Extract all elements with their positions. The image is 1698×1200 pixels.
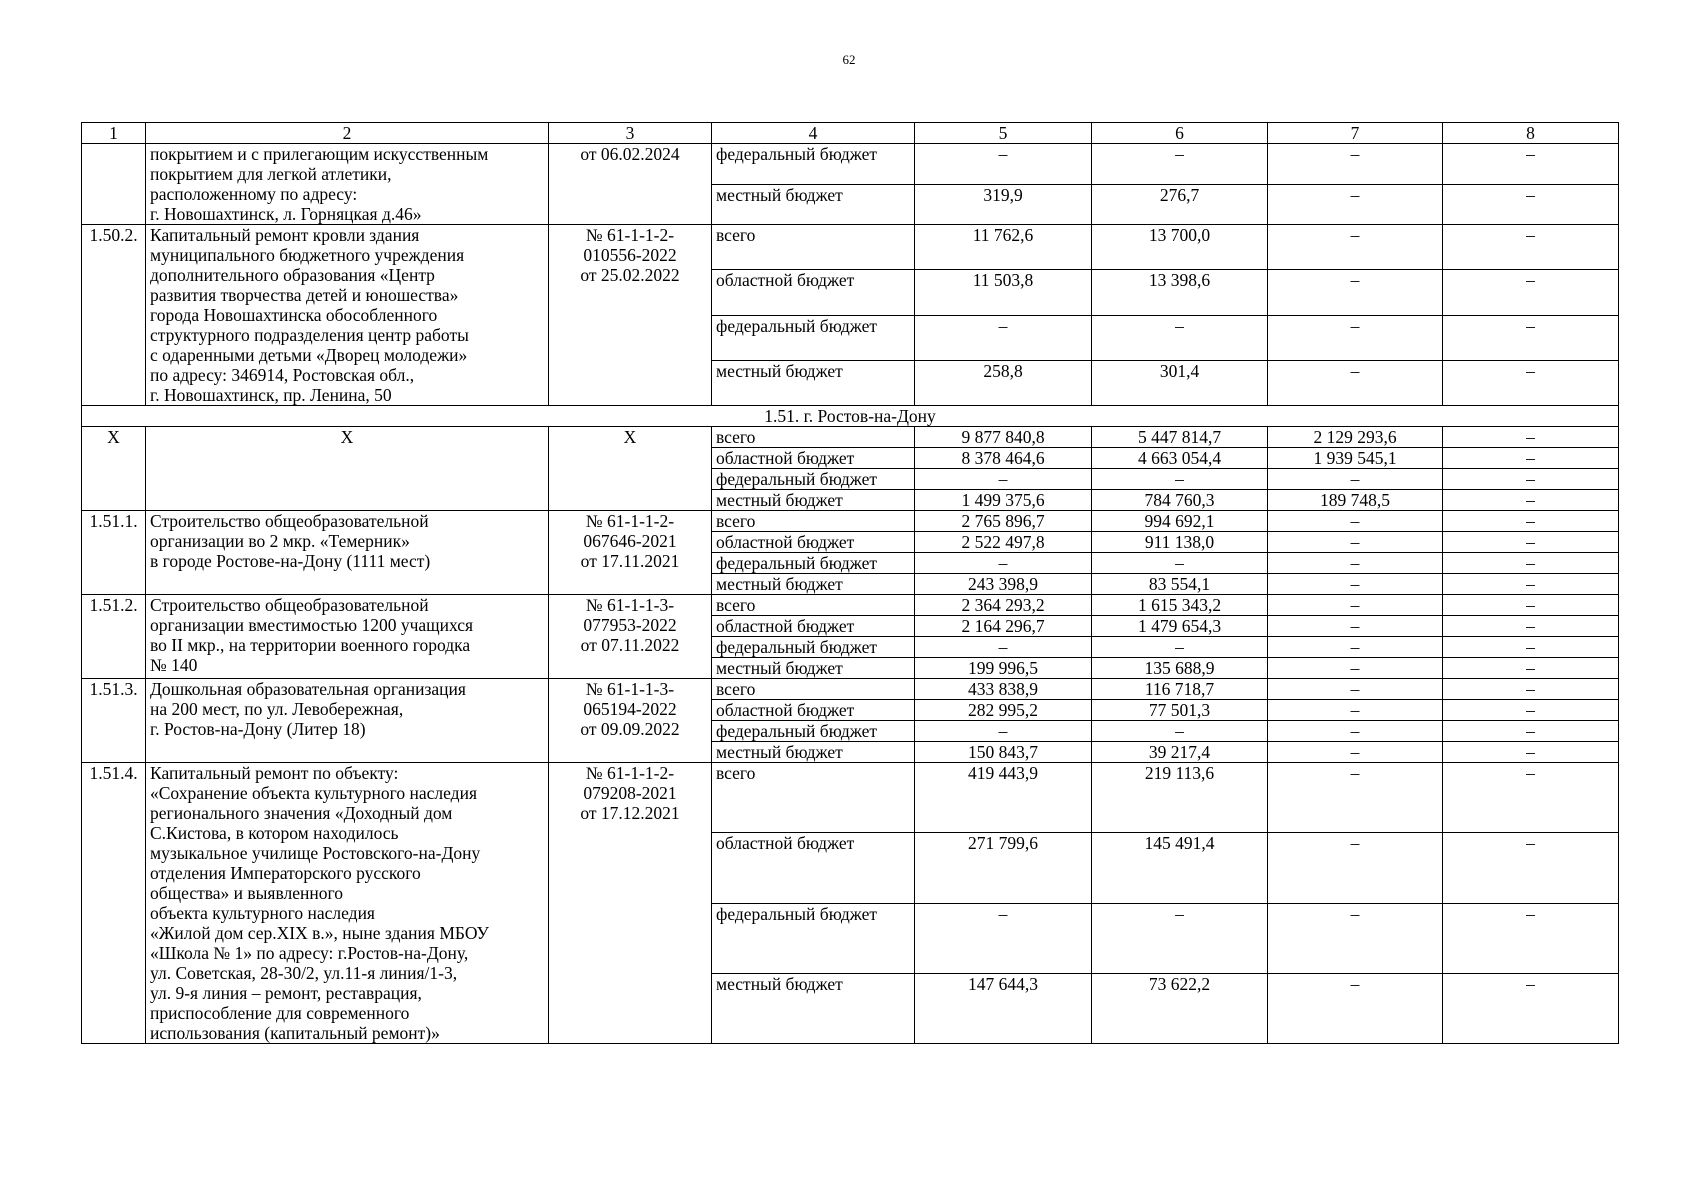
document-number-line: № 61-1-1-2-: [585, 763, 675, 783]
column-number: 4: [712, 123, 915, 144]
amount-c6: 4 663 054,4: [1092, 448, 1268, 469]
object-name-line: С.Кистова, в котором находилось: [150, 823, 399, 843]
amount-c5: 319,9: [915, 184, 1092, 225]
amount-c6: 83 554,1: [1092, 574, 1268, 595]
funding-source: федеральный бюджет: [712, 903, 915, 973]
object-name-line: приспособление для современного: [150, 1003, 410, 1023]
amount-c7: –: [1268, 616, 1443, 637]
amount-c6: –: [1092, 315, 1268, 360]
amount-c7: –: [1268, 700, 1443, 721]
object-name-line: музыкальное училище Ростовского-на-Дону: [150, 843, 481, 863]
amount-c7: –: [1268, 270, 1443, 315]
amount-c8: –: [1443, 700, 1619, 721]
amount-c8: –: [1443, 973, 1619, 1043]
table-row: [82, 225, 1619, 270]
funding-source: местный бюджет: [712, 184, 915, 225]
item-number: 1.51.1.: [82, 511, 146, 595]
document-number-line: от 17.11.2021: [580, 551, 680, 571]
document-number-line: 065194-2022: [583, 699, 677, 719]
table-row: [82, 595, 1619, 616]
object-name-line: муниципального бюджетного учреждения: [150, 245, 465, 265]
funding-source: областной бюджет: [712, 616, 915, 637]
object-name-line: ул. 9-я линия – ремонт, реставрация,: [150, 983, 422, 1003]
funding-source: федеральный бюджет: [712, 637, 915, 658]
object-name-line: покрытием и с прилегающим искусственным: [150, 144, 489, 164]
funding-source: областной бюджет: [712, 532, 915, 553]
object-name-line: г. Ростов-на-Дону (Литер 18): [150, 719, 366, 739]
amount-c6: 116 718,7: [1092, 679, 1268, 700]
amount-c7: 1 939 545,1: [1268, 448, 1443, 469]
amount-c8: –: [1443, 903, 1619, 973]
page-number: 62: [842, 52, 856, 67]
amount-c6: 1 479 654,3: [1092, 616, 1268, 637]
amount-c8: –: [1443, 144, 1619, 185]
funding-source: федеральный бюджет: [712, 315, 915, 360]
column-number-header: [82, 123, 1619, 144]
object-name: [146, 225, 549, 406]
amount-c7: –: [1268, 903, 1443, 973]
object-name-line: Капитальный ремонт по объекту:: [150, 763, 399, 783]
amount-c7: –: [1268, 184, 1443, 225]
funding-source: федеральный бюджет: [712, 553, 915, 574]
budget-table: [81, 122, 1619, 1044]
funding-source: всего: [712, 225, 915, 270]
column-number: 8: [1443, 123, 1619, 144]
column-number: 7: [1268, 123, 1443, 144]
object-name-line: расположенному по адресу:: [150, 184, 358, 204]
amount-c5: –: [915, 721, 1092, 742]
amount-c5: 199 996,5: [915, 658, 1092, 679]
funding-source: местный бюджет: [712, 742, 915, 763]
amount-c7: –: [1268, 763, 1443, 833]
document-number: [549, 427, 712, 511]
amount-c7: –: [1268, 532, 1443, 553]
object-name-line: на 200 мест, по ул. Левобережная,: [150, 699, 404, 719]
amount-c6: 301,4: [1092, 360, 1268, 405]
amount-c6: 911 138,0: [1092, 532, 1268, 553]
amount-c7: 189 748,5: [1268, 490, 1443, 511]
object-name: [146, 679, 549, 763]
object-name-line: Строительство общеобразовательной: [150, 511, 429, 531]
object-name-line: объекта культурного наследия: [150, 903, 375, 923]
item-number: Х: [82, 427, 146, 511]
document-number-line: от 07.11.2022: [580, 635, 680, 655]
object-name: [146, 595, 549, 679]
object-name-line: Х: [340, 427, 354, 447]
column-number: 5: [915, 123, 1092, 144]
amount-c7: –: [1268, 225, 1443, 270]
object-name: [146, 763, 549, 1044]
object-name-line: Дошкольная образовательная организация: [150, 679, 466, 699]
amount-c5: –: [915, 637, 1092, 658]
document-number: [549, 511, 712, 595]
amount-c6: 145 491,4: [1092, 833, 1268, 903]
item-number: [82, 144, 146, 225]
amount-c5: 243 398,9: [915, 574, 1092, 595]
amount-c5: 11 503,8: [915, 270, 1092, 315]
funding-source: областной бюджет: [712, 833, 915, 903]
object-name-line: организации вместимостью 1200 учащихся: [150, 615, 474, 635]
document-number-line: № 61-1-1-2-: [585, 511, 675, 531]
object-name-line: «Сохранение объекта культурного наследия: [150, 783, 477, 803]
amount-c6: 77 501,3: [1092, 700, 1268, 721]
amount-c7: –: [1268, 144, 1443, 185]
amount-c7: –: [1268, 511, 1443, 532]
document-number-line: 010556-2022: [583, 245, 677, 265]
amount-c7: –: [1268, 973, 1443, 1043]
table-row: [82, 679, 1619, 700]
amount-c6: –: [1092, 637, 1268, 658]
object-name-line: структурного подразделения центр работы: [150, 325, 469, 345]
document-number: [549, 763, 712, 1044]
amount-c5: 9 877 840,8: [915, 427, 1092, 448]
amount-c5: 2 765 896,7: [915, 511, 1092, 532]
section-row: [82, 406, 1619, 427]
item-number: 1.51.4.: [82, 763, 146, 1044]
amount-c7: –: [1268, 833, 1443, 903]
amount-c5: 2 364 293,2: [915, 595, 1092, 616]
object-name-line: покрытием для легкой атлетики,: [150, 164, 392, 184]
amount-c8: –: [1443, 360, 1619, 405]
amount-c8: –: [1443, 490, 1619, 511]
document-number-line: 077953-2022: [583, 615, 677, 635]
amount-c8: –: [1443, 184, 1619, 225]
document-number-line: от 17.12.2021: [580, 803, 680, 823]
document-number-line: Х: [623, 427, 637, 447]
amount-c8: –: [1443, 553, 1619, 574]
amount-c5: 1 499 375,6: [915, 490, 1092, 511]
document-number-line: от 06.02.2024: [580, 144, 680, 164]
funding-source: федеральный бюджет: [712, 469, 915, 490]
amount-c6: –: [1092, 553, 1268, 574]
amount-c6: 219 113,6: [1092, 763, 1268, 833]
object-name-line: «Школа № 1» по адресу: г.Ростов-на-Дону,: [150, 943, 469, 963]
amount-c7: –: [1268, 595, 1443, 616]
object-name: [146, 511, 549, 595]
object-name-line: по адресу: 346914, Ростовская обл.,: [150, 365, 415, 385]
amount-c5: 2 522 497,8: [915, 532, 1092, 553]
column-number: 3: [549, 123, 712, 144]
document-number: [549, 225, 712, 406]
amount-c8: –: [1443, 225, 1619, 270]
table-row: [82, 144, 1619, 185]
amount-c7: –: [1268, 721, 1443, 742]
table-body: [82, 144, 1619, 1044]
amount-c5: 258,8: [915, 360, 1092, 405]
document-number-line: 079208-2021: [583, 783, 677, 803]
object-name-line: Строительство общеобразовательной: [150, 595, 429, 615]
amount-c8: –: [1443, 427, 1619, 448]
amount-c5: –: [915, 144, 1092, 185]
amount-c7: –: [1268, 637, 1443, 658]
amount-c6: –: [1092, 903, 1268, 973]
amount-c8: –: [1443, 532, 1619, 553]
document-number-line: № 61-1-1-3-: [585, 679, 675, 699]
column-number: 2: [146, 123, 549, 144]
object-name-line: регионального значения «Доходный дом: [150, 803, 453, 823]
item-number: 1.50.2.: [82, 225, 146, 406]
funding-source: федеральный бюджет: [712, 144, 915, 185]
amount-c5: 147 644,3: [915, 973, 1092, 1043]
funding-source: местный бюджет: [712, 973, 915, 1043]
object-name-line: дополнительного образования «Центр: [150, 265, 435, 285]
object-name-line: в городе Ростове-на-Дону (1111 мест): [150, 551, 431, 571]
amount-c6: 13 398,6: [1092, 270, 1268, 315]
amount-c5: –: [915, 469, 1092, 490]
object-name-line: г. Новошахтинск, л. Горняцкая д.46»: [150, 204, 422, 224]
funding-source: местный бюджет: [712, 490, 915, 511]
amount-c8: –: [1443, 679, 1619, 700]
object-name-line: г. Новошахтинск, пр. Ленина, 50: [150, 385, 392, 405]
document-number-line: 067646-2021: [583, 531, 677, 551]
amount-c7: –: [1268, 574, 1443, 595]
funding-source: местный бюджет: [712, 574, 915, 595]
amount-c7: –: [1268, 742, 1443, 763]
funding-source: всего: [712, 595, 915, 616]
amount-c6: –: [1092, 469, 1268, 490]
funding-source: областной бюджет: [712, 448, 915, 469]
amount-c6: 1 615 343,2: [1092, 595, 1268, 616]
amount-c7: 2 129 293,6: [1268, 427, 1443, 448]
amount-c6: –: [1092, 721, 1268, 742]
document-number-line: от 25.02.2022: [580, 265, 680, 285]
object-name-line: города Новошахтинска обособленного: [150, 305, 438, 325]
amount-c8: –: [1443, 574, 1619, 595]
object-name-line: отделения Императорского русского: [150, 863, 421, 883]
amount-c6: 5 447 814,7: [1092, 427, 1268, 448]
amount-c8: –: [1443, 833, 1619, 903]
funding-source: областной бюджет: [712, 270, 915, 315]
amount-c6: 994 692,1: [1092, 511, 1268, 532]
amount-c6: 784 760,3: [1092, 490, 1268, 511]
funding-source: местный бюджет: [712, 360, 915, 405]
item-number: 1.51.3.: [82, 679, 146, 763]
amount-c5: 150 843,7: [915, 742, 1092, 763]
amount-c5: –: [915, 903, 1092, 973]
amount-c6: 135 688,9: [1092, 658, 1268, 679]
amount-c5: 271 799,6: [915, 833, 1092, 903]
amount-c6: –: [1092, 144, 1268, 185]
object-name-line: развития творчества детей и юношества»: [150, 285, 459, 305]
funding-source: местный бюджет: [712, 658, 915, 679]
amount-c8: –: [1443, 270, 1619, 315]
amount-c8: –: [1443, 763, 1619, 833]
document-number-line: № 61-1-1-2-: [585, 225, 675, 245]
amount-c5: –: [915, 315, 1092, 360]
object-name-line: с одаренными детьми «Дворец молодежи»: [150, 345, 468, 365]
amount-c7: –: [1268, 469, 1443, 490]
amount-c7: –: [1268, 553, 1443, 574]
table-row: [82, 511, 1619, 532]
object-name: [146, 144, 549, 225]
document-number: [549, 595, 712, 679]
amount-c7: –: [1268, 315, 1443, 360]
object-name-line: во II мкр., на территории военного городка: [150, 635, 471, 655]
amount-c5: –: [915, 553, 1092, 574]
column-number: 1: [82, 123, 146, 144]
object-name-line: «Жилой дом сер.XIX в.», ныне здания МБОУ: [150, 923, 489, 943]
section-title: 1.51. г. Ростов-на-Дону: [82, 406, 1619, 427]
amount-c6: 13 700,0: [1092, 225, 1268, 270]
amount-c8: –: [1443, 511, 1619, 532]
amount-c5: 419 443,9: [915, 763, 1092, 833]
object-name-line: Капитальный ремонт кровли здания: [150, 225, 420, 245]
amount-c5: 2 164 296,7: [915, 616, 1092, 637]
amount-c7: –: [1268, 679, 1443, 700]
amount-c5: 8 378 464,6: [915, 448, 1092, 469]
amount-c7: –: [1268, 360, 1443, 405]
amount-c8: –: [1443, 658, 1619, 679]
amount-c8: –: [1443, 721, 1619, 742]
funding-source: федеральный бюджет: [712, 721, 915, 742]
document-number-line: от 09.09.2022: [580, 719, 680, 739]
column-number: 6: [1092, 123, 1268, 144]
object-name-line: организации во 2 мкр. «Темерник»: [150, 531, 410, 551]
funding-source: всего: [712, 427, 915, 448]
amount-c8: –: [1443, 595, 1619, 616]
object-name-line: № 140: [150, 655, 198, 675]
table-row: [82, 427, 1619, 448]
amount-c6: 39 217,4: [1092, 742, 1268, 763]
amount-c7: –: [1268, 658, 1443, 679]
amount-c5: 282 995,2: [915, 700, 1092, 721]
item-number: 1.51.2.: [82, 595, 146, 679]
amount-c8: –: [1443, 742, 1619, 763]
amount-c5: 433 838,9: [915, 679, 1092, 700]
object-name-line: общества» и выявленного: [150, 883, 343, 903]
amount-c8: –: [1443, 469, 1619, 490]
object-name-line: ул. Советская, 28-30/2, ул.11-я линия/1-3,: [150, 963, 458, 983]
funding-source: всего: [712, 763, 915, 833]
object-name-line: использования (капитальный ремонт)»: [150, 1023, 440, 1043]
funding-source: областной бюджет: [712, 700, 915, 721]
funding-source: всего: [712, 511, 915, 532]
table-row: [82, 763, 1619, 833]
document-number: [549, 679, 712, 763]
object-name: [146, 427, 549, 511]
document-number-line: № 61-1-1-3-: [585, 595, 675, 615]
amount-c6: 73 622,2: [1092, 973, 1268, 1043]
document-number: [549, 144, 712, 225]
amount-c8: –: [1443, 637, 1619, 658]
amount-c6: 276,7: [1092, 184, 1268, 225]
amount-c8: –: [1443, 448, 1619, 469]
amount-c8: –: [1443, 315, 1619, 360]
amount-c5: 11 762,6: [915, 225, 1092, 270]
amount-c8: –: [1443, 616, 1619, 637]
funding-source: всего: [712, 679, 915, 700]
